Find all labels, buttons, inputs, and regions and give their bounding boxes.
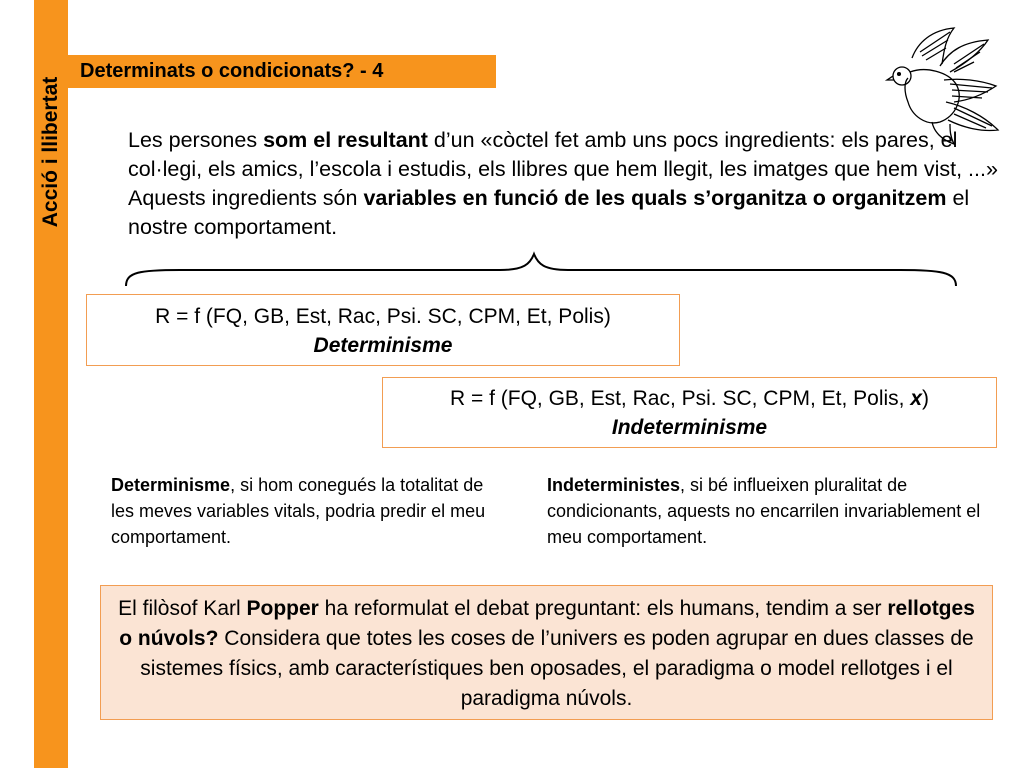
formula-label: Determinisme bbox=[313, 334, 453, 357]
term: Indeterministes bbox=[547, 475, 681, 495]
intro-text: d’un «còctel fet amb uns pocs ingredients: els pares, el col·legi, els amics, l’escola i estudis, els llibres que hem llegit, les imatges que hem vist, ...» Aquests ingredients són bbox=[128, 128, 998, 210]
popper-text: Considera que totes les coses de l’univers es poden agrupar en dues classes de sistemes físics, amb característiques ben oposades, el paradigma o model rellotges i el paradigma núvols. bbox=[140, 627, 974, 710]
description-text: , si hom conegués la totalitat de les meves variables vitals, podria predir el meu comportament. bbox=[111, 475, 486, 547]
popper-bold: Popper bbox=[246, 597, 319, 620]
indeterminism-description bbox=[547, 472, 987, 550]
popper-text: El filòsof Karl bbox=[118, 597, 247, 620]
page-title: Determinats o condicionats? - 4 bbox=[80, 60, 384, 82]
indeterminism-formula-box bbox=[382, 377, 997, 448]
description-text: , si bé influeixen pluralitat de condicionants, aquests no encarrilen invariablement el meu comportament. bbox=[547, 475, 981, 547]
formula-label: Indeterminisme bbox=[611, 416, 768, 439]
intro-text: el nostre comportament. bbox=[128, 186, 970, 239]
formula-expression-end: ) bbox=[922, 387, 930, 410]
intro-bold: variables en funció de les quals s’organitza o organitzem bbox=[363, 186, 947, 210]
formula-expression: R = f (FQ, GB, Est, Rac, Psi. SC, CPM, Et, Polis) bbox=[155, 305, 611, 328]
popper-bold: rellotges o núvols? bbox=[119, 597, 975, 650]
formula-variable: x bbox=[910, 387, 923, 410]
formula-expression: R = f (FQ, GB, Est, Rac, Psi. SC, CPM, Et, Polis, bbox=[449, 387, 911, 410]
popper-box bbox=[100, 585, 993, 720]
curly-brace bbox=[120, 250, 965, 292]
term: Determinisme bbox=[111, 475, 231, 495]
intro-text: Les persones bbox=[128, 128, 264, 152]
determinism-description bbox=[111, 472, 511, 550]
popper-text: ha reformulat el debat preguntant: els humans, tendim a ser bbox=[318, 597, 888, 620]
sidebar-label: Acció i llibertat bbox=[39, 76, 62, 228]
title-bar bbox=[68, 55, 496, 88]
intro-paragraph bbox=[128, 126, 998, 242]
determinism-formula-box bbox=[86, 294, 680, 366]
intro-bold: som el resultant bbox=[263, 128, 428, 152]
